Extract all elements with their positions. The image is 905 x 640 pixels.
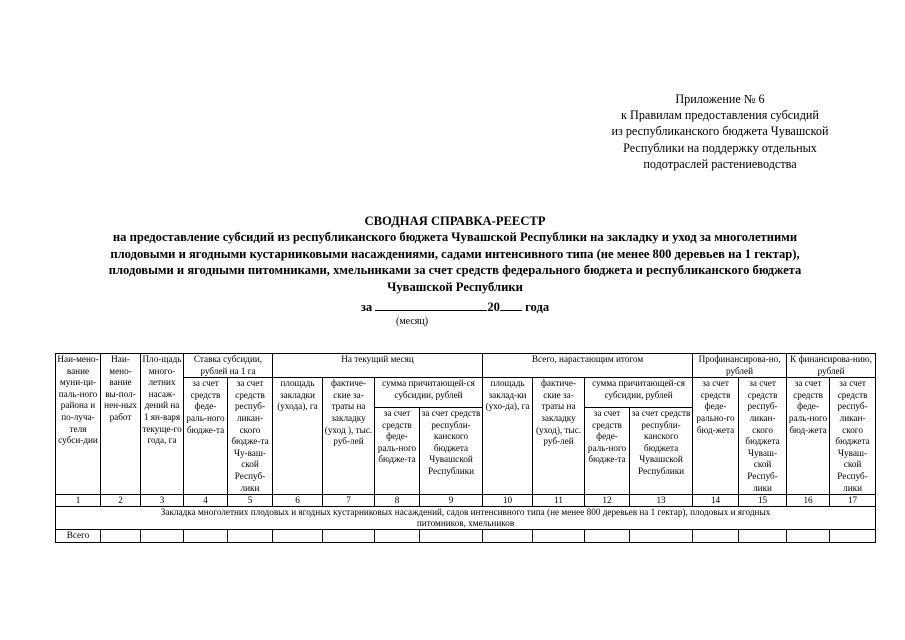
table-cell — [141, 530, 184, 543]
period-suffix: года — [525, 300, 550, 314]
appendix-line: подотраслей растениеводства — [643, 156, 797, 171]
column-number: 11 — [533, 495, 585, 507]
table-cell — [375, 530, 420, 543]
total-due-republic-header: за счет средств республи-канского бюджета Чувашской Республики — [630, 408, 693, 495]
col-area-header: Пло-щадь много-летних насаж-дений на 1 ян-варя текуще-го года, га — [141, 354, 184, 495]
financed-header: Профинансирова-но, рублей — [693, 354, 787, 378]
column-number: 7 — [323, 495, 375, 507]
column-number: 13 — [630, 495, 693, 507]
column-number: 2 — [101, 495, 141, 507]
cumulative-header: Всего, нарастающим итогом — [483, 354, 693, 378]
year-prefix: 20 — [487, 300, 500, 314]
rate-federal-header: за счет средств феде-раль-ного бюдже-та — [184, 378, 228, 495]
to-finance-republic-header: за счет средств респуб-ликан-ского бюджета Чуваш-ской Респуб-лики — [830, 378, 876, 495]
column-number: 12 — [585, 495, 630, 507]
table-cell — [693, 530, 739, 543]
rate-group-header: Ставка субсидии, рублей на 1 га — [184, 354, 273, 378]
table-cell — [483, 530, 533, 543]
header-row-1 — [56, 354, 876, 378]
column-numbers-row — [56, 495, 876, 507]
column-number: 3 — [141, 495, 184, 507]
year-blank[interactable] — [500, 298, 522, 311]
registry-table — [55, 353, 876, 543]
total-costs-header: фактиче-ские за-траты на закладку (уход), тыс. руб-лей — [533, 378, 585, 495]
table-cell — [533, 530, 585, 543]
table-cell — [323, 530, 375, 543]
financed-federal-header: за счет средств феде-рально-го бюд-жета — [693, 378, 739, 495]
section-title: Закладка многолетних плодовых и ягодных кустарниковых насаждений, садов интенсивного типа (не менее 800 деревьев на 1 гектар), плодовых и ягодных питомников, хмельников — [56, 507, 876, 530]
current-due-header: сумма причитающей-ся субсидии, рублей — [375, 378, 483, 408]
appendix-header — [560, 91, 880, 172]
total-area-header: площадь заклад-ки (ухо-да), га — [483, 378, 533, 495]
total-due-federal-header: за счет средств феде-раль-ного бюдже-та — [585, 408, 630, 495]
title-line: Чувашской Республики — [387, 279, 523, 294]
table-cell — [420, 530, 483, 543]
table-cell — [184, 530, 228, 543]
table-cell — [101, 530, 141, 543]
current-month-header: На текущий месяц — [273, 354, 483, 378]
column-number: 15 — [739, 495, 787, 507]
appendix-line: Республики на поддержку отдельных — [623, 140, 817, 155]
to-finance-federal-header: за счет средств феде-раль-ного бюд-жета — [787, 378, 830, 495]
title-line: плодовыми и ягодными кустарниковыми насаждениями, садами интенсивного типа (не менее 800 деревьев на 1 гектар), — [110, 246, 800, 261]
column-number: 8 — [375, 495, 420, 507]
column-number: 9 — [420, 495, 483, 507]
appendix-line: к Правилам предоставления субсидий — [621, 108, 819, 123]
table-cell — [830, 530, 876, 543]
title-heading: СВОДНАЯ СПРАВКА-РЕЕСТР — [364, 214, 546, 228]
column-number: 5 — [228, 495, 273, 507]
table-cell — [630, 530, 693, 543]
column-number: 16 — [787, 495, 830, 507]
month-blank[interactable] — [375, 298, 487, 311]
reporting-period — [30, 298, 880, 315]
col-municipality-header: Наи-мено-вание муни-ци-паль-ного района и по-луча-теля субси-дии — [56, 354, 101, 495]
table-cell — [739, 530, 787, 543]
table-cell — [273, 530, 323, 543]
table-cell — [585, 530, 630, 543]
current-costs-header: фактиче-ские за-траты на закладку (уход ), тыс. руб-лей — [323, 378, 375, 495]
rate-republic-header: за счет средств респуб-ликан-ского бюдже-та Чу-ваш-ской Респуб-лики — [228, 378, 273, 495]
total-row — [56, 530, 876, 543]
section-row — [56, 507, 876, 530]
column-number: 4 — [184, 495, 228, 507]
column-number: 17 — [830, 495, 876, 507]
column-number: 6 — [273, 495, 323, 507]
current-due-federal-header: за счет средств феде-раль-ного бюдже-та — [375, 408, 420, 495]
title-line: на предоставление субсидий из республиканского бюджета Чувашской Республики на закладку и уход за многолетними — [112, 230, 798, 245]
table-cell — [228, 530, 273, 543]
appendix-line: из республиканского бюджета Чувашской — [611, 124, 829, 139]
total-label: Всего — [56, 530, 101, 543]
column-number: 14 — [693, 495, 739, 507]
current-area-header: площадь закладки (ухода), га — [273, 378, 323, 495]
current-due-republic-header: за счет средств республи-канского бюджета Чувашской Республики — [420, 408, 483, 495]
col-works-header: Наи-мено-вание вы-пол-нен-ных работ — [101, 354, 141, 495]
column-number: 10 — [483, 495, 533, 507]
document-title — [30, 213, 880, 295]
total-due-header: сумма причитающей-ся субсидии, рублей — [585, 378, 693, 408]
appendix-line: Приложение № 6 — [675, 92, 765, 106]
table-cell — [787, 530, 830, 543]
column-number: 1 — [56, 495, 101, 507]
period-prefix: за — [360, 300, 373, 314]
financed-republic-header: за счет средств респуб-ликан-ского бюджета Чуваш-ской Респуб-лики — [739, 378, 787, 495]
title-line: плодовыми и ягодными питомниками, хмельниками за счет средств федерального бюджета и республиканского бюджета — [108, 263, 802, 278]
to-finance-header: К финансирова-нию, рублей — [787, 354, 876, 378]
month-note: (месяц) — [396, 316, 429, 327]
